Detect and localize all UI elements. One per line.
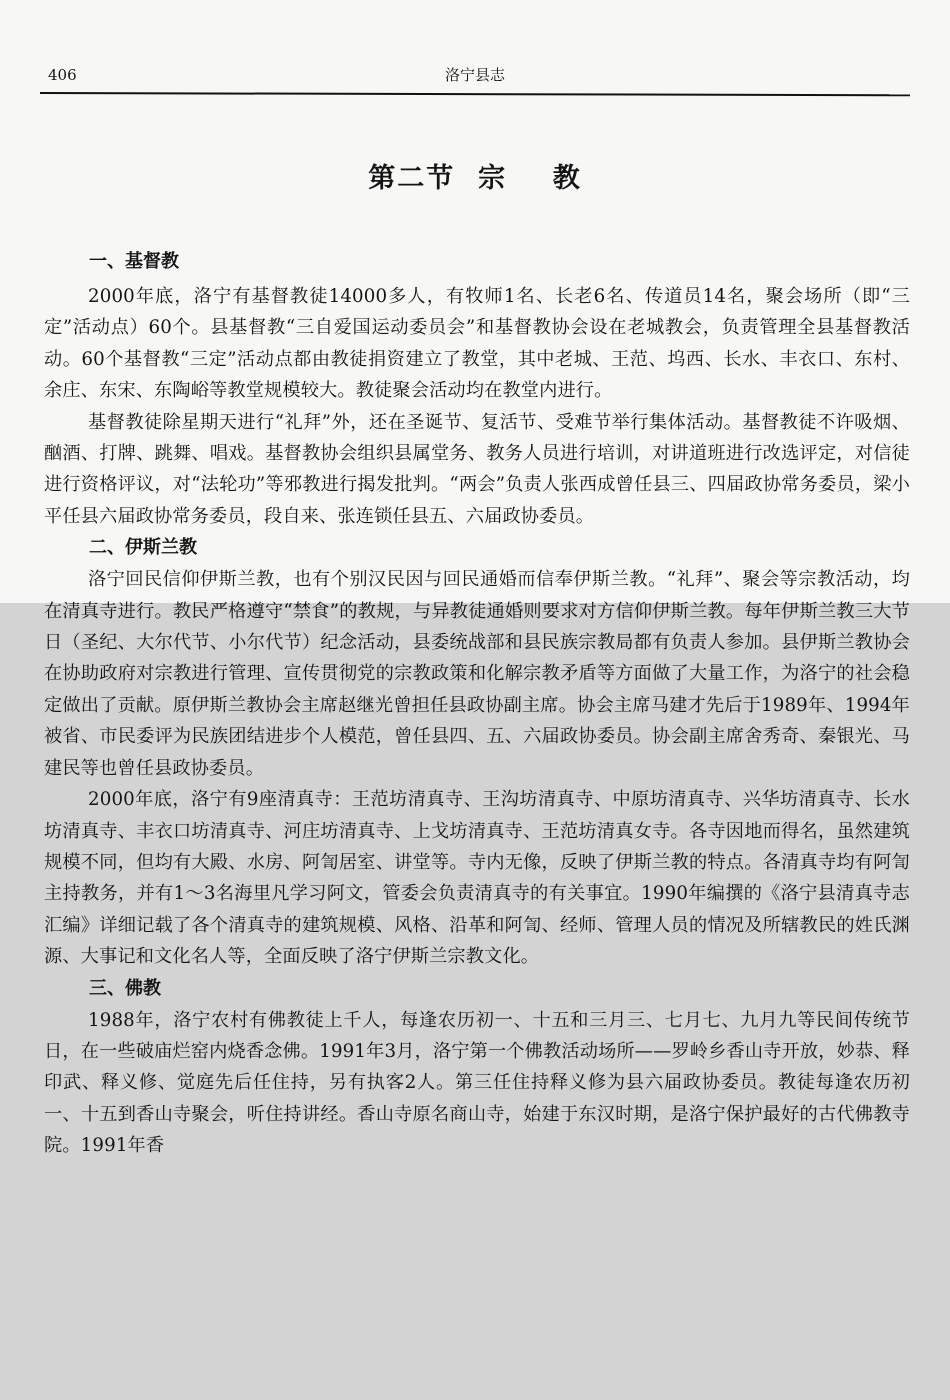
subsection-title-islam: 二、伊斯兰教 — [89, 537, 197, 559]
subsection-title-christianity: 一、基督教 — [89, 251, 179, 272]
paragraph: 1988年，洛宁农村有佛教徒上千人，每逢农历初一、十五和三月三、七月七、九月九等民间传统节日，在一些破庙烂窑内烧香念佛。1991年3月，洛宁第一个佛教活动场所——罗岭乡香山寺开放，妙恭、释印武、释义修、觉庭先后任住持，另有执客2人。第三任住持释义修为县六届政协委员。教徒每逢农历初一、十五到香山寺聚会，听住持讲经。香山寺原名商山寺，始建于东汉时期，是洛宁保护最好的古代佛教寺院。1991年香 — [44, 1009, 910, 1157]
page-header — [40, 60, 910, 96]
body-text — [44, 246, 910, 1162]
paragraph: 基督教徒除星期天进行“礼拜”外，还在圣诞节、复活节、受难节举行集体活动。基督教徒不许吸烟、酗酒、打牌、跳舞、唱戏。基督教协会组织县属堂务、教务人员进行培训，对讲道班进行改选评定，对信徒进行资格评议，对“法轮功”等邪教进行揭发批判。“两会”负责人张西成曾任县三、四届政协常务委员，梁小平任县六届政协常务委员，段自来、张连锁任县五、六届政协委员。 — [44, 411, 910, 527]
subsection-title-buddhism: 三、佛教 — [89, 977, 161, 999]
paragraph: 2000年底，洛宁有9座清真寺：王范坊清真寺、王沟坊清真寺、中原坊清真寺、兴华坊清真寺、长水坊清真寺、丰衣口坊清真寺、河庄坊清真寺、上戈坊清真寺、王范坊清真女寺。各寺因地而得名，虽然建筑规模不同，但均有大殿、水房、阿訇居室、讲堂等。寺内无像，反映了伊斯兰教的特点。各清真寺均有阿訇主持教务，并有1～3名海里凡学习阿文，管委会负责清真寺的有关事宜。1990年编撰的《洛宁县清真寺志汇编》详细记载了各个清真寺的建筑规模、风格、沿革和阿訇、经师、管理人员的情况及所辖教民的姓氏渊源、大事记和文化名人等，全面反映了洛宁伊斯兰宗教文化。 — [44, 789, 910, 968]
section-title: 第二节 宗 教 — [368, 163, 582, 194]
paragraph: 洛宁回民信仰伊斯兰教，也有个别汉民因与回民通婚而信奉伊斯兰教。“礼拜”、聚会等宗教活动，均在清真寺进行。教民严格遵守“禁食”的教规，与异教徒通婚则要求对方信仰伊斯兰教。每年伊斯兰教三大节日（圣纪、大尔代节、小尔代节）纪念活动，县委统战部和县民族宗教局都有负责人参加。县伊斯兰教协会在协助政府对宗教进行管理、宣传贯彻党的宗教政策和化解宗教矛盾等方面做了大量工作，为洛宁的社会稳定做出了贡献。原伊斯兰教协会主席赵继光曾担任县政协副主席。协会主席马建才先后于1989年、1994年被省、市民委评为民族团结进步个人模范，曾任县四、五、六届政协委员。协会副主席舍秀奇、秦银光、马建民等也曾任县政协委员。 — [44, 569, 910, 779]
paragraph: 2000年底，洛宁有基督教徒14000多人，有牧师1名、长老6名、传道员14名，聚会场所（即“三定”活动点）60个。县基督教“三自爱国运动委员会”和基督教协会设在老城教会，负责管理全县基督教活动。60个基督教“三定”活动点都由教徒捐资建立了教堂，其中老城、王范、坞西、长水、丰衣口、东村、余庄、东宋、东陶峪等教堂规模较大。教徒聚会活动均在教堂内进行。 — [44, 286, 910, 402]
header-rule — [40, 92, 910, 96]
running-title: 洛宁县志 — [444, 66, 505, 84]
page-number: 406 — [48, 66, 77, 84]
